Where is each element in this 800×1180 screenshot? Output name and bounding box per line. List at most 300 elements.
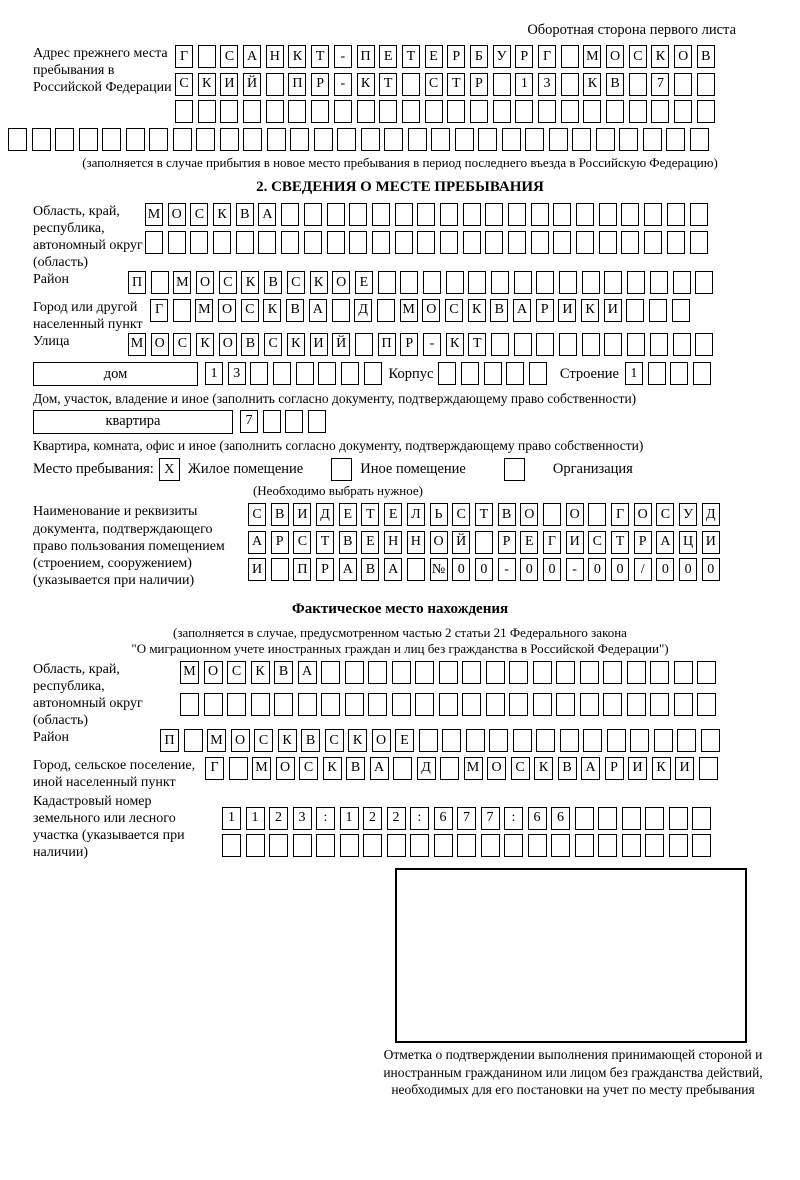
char-box: 0	[588, 558, 606, 581]
char-box: К	[581, 299, 599, 322]
char-box: С	[511, 757, 530, 780]
char-box: Е	[425, 45, 443, 68]
char-box	[379, 100, 397, 123]
char-box: 0	[452, 558, 470, 581]
char-box: С	[264, 333, 282, 356]
char-box	[442, 729, 461, 752]
char-box: Р	[634, 531, 652, 554]
char-box: К	[263, 299, 281, 322]
char-box: О	[204, 661, 223, 684]
char-box	[669, 834, 688, 857]
char-box	[677, 729, 696, 752]
char-box	[349, 203, 367, 226]
char-box	[643, 128, 662, 151]
char-box: У	[493, 45, 511, 68]
char-box	[622, 834, 641, 857]
char-box: А	[513, 299, 531, 322]
char-box	[627, 333, 645, 356]
char-box	[690, 128, 709, 151]
char-box: М	[583, 45, 601, 68]
char-box: 0	[702, 558, 720, 581]
char-box	[267, 128, 286, 151]
char-box: Й	[452, 531, 470, 554]
char-box	[281, 231, 299, 254]
char-box	[190, 231, 208, 254]
char-box	[296, 362, 314, 385]
char-box	[561, 100, 579, 123]
kadastr-label: Кадастровый номер земельного или лесного участка (указывается при наличии)	[33, 793, 185, 861]
char-box	[318, 362, 336, 385]
char-box	[650, 271, 668, 294]
char-box	[357, 100, 375, 123]
ulitsa-block	[8, 333, 792, 361]
char-box: 6	[434, 807, 453, 830]
oblast-block	[8, 203, 792, 271]
char-box	[462, 693, 481, 716]
char-box: -	[334, 45, 352, 68]
char-box	[491, 271, 509, 294]
char-box: С	[325, 729, 344, 752]
char-box: К	[213, 203, 231, 226]
mesto-block	[8, 458, 792, 481]
char-box: 0	[611, 558, 629, 581]
char-box: И	[604, 299, 622, 322]
char-box	[538, 100, 556, 123]
char-box	[349, 231, 367, 254]
char-box	[440, 231, 458, 254]
char-box	[697, 73, 715, 96]
char-box	[55, 128, 74, 151]
char-box	[220, 128, 239, 151]
char-box	[504, 834, 523, 857]
char-box: Т	[475, 503, 493, 526]
oblast-cells	[145, 203, 712, 258]
char-box: О	[196, 271, 214, 294]
char-box	[258, 231, 276, 254]
char-box	[674, 661, 693, 684]
char-box	[417, 203, 435, 226]
char-box: А	[248, 531, 266, 554]
char-box	[149, 128, 168, 151]
char-box	[463, 231, 481, 254]
char-box	[274, 693, 293, 716]
prev-address-block	[8, 45, 792, 128]
dom-block	[8, 362, 792, 390]
char-box	[697, 693, 716, 716]
char-box	[580, 693, 599, 716]
char-box: К	[278, 729, 297, 752]
char-box	[321, 693, 340, 716]
char-box: К	[287, 333, 305, 356]
char-box	[341, 362, 359, 385]
char-box: О	[606, 45, 624, 68]
char-box: И	[675, 757, 694, 780]
char-box	[648, 362, 666, 385]
char-box: Й	[243, 73, 261, 96]
char-box	[213, 231, 231, 254]
char-box	[650, 693, 669, 716]
fact-rayon-label: Район	[33, 730, 69, 746]
char-box	[434, 834, 453, 857]
char-box: С	[173, 333, 191, 356]
char-box: С	[227, 661, 246, 684]
char-box: П	[378, 333, 396, 356]
char-box: Г	[611, 503, 629, 526]
char-box	[393, 757, 412, 780]
prev-address-cells	[175, 45, 720, 128]
char-box: С	[190, 203, 208, 226]
char-box: В	[606, 73, 624, 96]
char-box: С	[219, 271, 237, 294]
mesto-option-inoe-label: Иное помещение	[360, 461, 466, 478]
char-box	[395, 203, 413, 226]
char-box: :	[504, 807, 523, 830]
char-box	[621, 231, 639, 254]
char-box: О	[566, 503, 584, 526]
page-side-note: Оборотная сторона первого листа	[527, 22, 736, 38]
char-box: И	[702, 531, 720, 554]
char-box	[560, 729, 579, 752]
char-box	[377, 299, 395, 322]
char-box: 7	[651, 73, 669, 96]
char-box	[372, 231, 390, 254]
char-box	[402, 73, 420, 96]
char-box: 1	[222, 807, 241, 830]
char-box	[269, 834, 288, 857]
prev-address-row-1	[175, 45, 720, 68]
char-box: Н	[266, 45, 284, 68]
char-box: 3	[293, 807, 312, 830]
char-box	[384, 128, 403, 151]
char-box: Ь	[430, 503, 448, 526]
char-box	[288, 100, 306, 123]
char-box	[304, 231, 322, 254]
char-box	[515, 100, 533, 123]
char-box	[308, 410, 326, 433]
char-box: О	[430, 531, 448, 554]
mesto-option-inoe-checkbox	[331, 458, 352, 481]
char-box	[582, 333, 600, 356]
char-box: А	[581, 757, 600, 780]
char-box	[395, 231, 413, 254]
prev-address-label: Адрес прежнего места пребывания в Российской Федерации	[33, 46, 172, 96]
char-box: Р	[605, 757, 624, 780]
char-box: В	[490, 299, 508, 322]
kadastr-row-1	[222, 807, 716, 830]
char-box	[243, 128, 262, 151]
char-box: 6	[551, 807, 570, 830]
mesto-option-zhiloe-label: Жилое помещение	[187, 461, 304, 478]
kvartira-block	[8, 410, 792, 438]
char-box: Е	[355, 271, 373, 294]
char-box: В	[697, 45, 715, 68]
char-box	[204, 693, 223, 716]
char-box: С	[293, 531, 311, 554]
char-box	[607, 729, 626, 752]
char-box	[439, 661, 458, 684]
char-box	[439, 693, 458, 716]
char-box: -	[566, 558, 584, 581]
ulitsa-row	[128, 333, 718, 356]
char-box	[419, 729, 438, 752]
char-box	[627, 271, 645, 294]
char-box	[184, 729, 203, 752]
char-box: О	[422, 299, 440, 322]
char-box: Р	[271, 531, 289, 554]
char-box	[486, 661, 505, 684]
char-box: Р	[311, 73, 329, 96]
char-box	[298, 693, 317, 716]
char-box	[415, 693, 434, 716]
rayon-block	[8, 271, 792, 299]
char-box: О	[231, 729, 250, 752]
char-box	[273, 362, 291, 385]
char-box: П	[288, 73, 306, 96]
char-box	[654, 729, 673, 752]
mesto-option-zhiloe-checkbox: X	[159, 458, 180, 481]
char-box	[549, 128, 568, 151]
fact-oblast-row-2	[180, 693, 721, 716]
char-box	[392, 693, 411, 716]
fact-rayon-row	[160, 729, 724, 752]
korpus-label: Корпус	[388, 366, 434, 383]
char-box	[629, 73, 647, 96]
char-box: А	[298, 661, 317, 684]
char-box: Н	[407, 531, 425, 554]
char-box	[533, 661, 552, 684]
char-box: В	[301, 729, 320, 752]
char-box	[475, 531, 493, 554]
char-box: 0	[656, 558, 674, 581]
char-box	[596, 128, 615, 151]
char-box: Д	[702, 503, 720, 526]
char-box: К	[310, 271, 328, 294]
stroenie-row	[625, 362, 716, 385]
char-box	[304, 203, 322, 226]
char-box: С	[287, 271, 305, 294]
char-box	[461, 362, 479, 385]
char-box	[690, 203, 708, 226]
char-box: В	[241, 333, 259, 356]
char-box	[561, 73, 579, 96]
char-box	[236, 231, 254, 254]
char-box	[491, 333, 509, 356]
char-box	[311, 100, 329, 123]
char-box	[556, 693, 575, 716]
char-box: О	[276, 757, 295, 780]
char-box	[387, 834, 406, 857]
oblast-row-1	[145, 203, 712, 226]
char-box	[588, 503, 606, 526]
char-box: В	[271, 503, 289, 526]
char-box	[478, 128, 497, 151]
section2-title: 2. СВЕДЕНИЯ О МЕСТЕ ПРЕБЫВАНИЯ	[256, 179, 544, 195]
char-box: И	[220, 73, 238, 96]
char-box: К	[241, 271, 259, 294]
doc-label: Наименование и реквизиты документа, подтверждающего право пользования помещением (строением, сооружением) (указывается при наличии)	[33, 504, 225, 588]
char-box	[455, 128, 474, 151]
char-box	[263, 410, 281, 433]
char-box: В	[236, 203, 254, 226]
char-box: Р	[316, 558, 334, 581]
char-box: Д	[316, 503, 334, 526]
char-box: Г	[538, 45, 556, 68]
char-box	[198, 100, 216, 123]
char-box	[666, 128, 685, 151]
char-box	[463, 203, 481, 226]
char-box	[651, 100, 669, 123]
char-box	[32, 128, 51, 151]
rayon-label: Район	[33, 272, 69, 288]
char-box	[281, 203, 299, 226]
fact-oblast-cells	[180, 661, 721, 721]
char-box	[701, 729, 720, 752]
char-box: М	[128, 333, 146, 356]
char-box: Т	[361, 503, 379, 526]
char-box	[670, 362, 688, 385]
char-box	[243, 100, 261, 123]
char-box	[556, 661, 575, 684]
char-box	[493, 73, 511, 96]
char-box	[621, 203, 639, 226]
char-box	[690, 231, 708, 254]
char-box	[644, 203, 662, 226]
char-box: -	[334, 73, 352, 96]
char-box	[551, 834, 570, 857]
char-box	[509, 661, 528, 684]
char-box: К	[652, 757, 671, 780]
char-box: В	[558, 757, 577, 780]
char-box: А	[339, 558, 357, 581]
char-box	[368, 661, 387, 684]
char-box: Ц	[679, 531, 697, 554]
char-box: -	[498, 558, 516, 581]
char-box: 7	[457, 807, 476, 830]
dom-note: Дом, участок, владение и иное (заполнить согласно документу, подтверждающему право собственности)	[33, 390, 637, 406]
stroenie-label: Строение	[559, 366, 619, 383]
char-box	[508, 203, 526, 226]
char-box	[364, 362, 382, 385]
char-box: 3	[538, 73, 556, 96]
char-box: Г	[175, 45, 193, 68]
char-box: 1	[515, 73, 533, 96]
char-box	[672, 299, 690, 322]
char-box: К	[323, 757, 342, 780]
char-box	[355, 333, 373, 356]
char-box	[446, 271, 464, 294]
char-box: 2	[387, 807, 406, 830]
char-box: А	[656, 531, 674, 554]
char-box: С	[445, 299, 463, 322]
char-box	[674, 693, 693, 716]
char-box	[576, 203, 594, 226]
char-box	[645, 807, 664, 830]
char-box: 2	[269, 807, 288, 830]
char-box: 0	[679, 558, 697, 581]
char-box	[604, 333, 622, 356]
char-box	[266, 73, 284, 96]
char-box: П	[293, 558, 311, 581]
char-box: М	[195, 299, 213, 322]
char-box	[327, 231, 345, 254]
char-box: М	[464, 757, 483, 780]
char-box: А	[370, 757, 389, 780]
oblast-row-2	[145, 231, 712, 254]
char-box: К	[251, 661, 270, 684]
char-box	[536, 271, 554, 294]
char-box: В	[274, 661, 293, 684]
dom-row	[205, 362, 387, 385]
mesto-option-org-checkbox	[504, 458, 525, 481]
char-box: 7	[240, 410, 258, 433]
char-box: М	[173, 271, 191, 294]
char-box: 1	[246, 807, 265, 830]
char-box	[321, 661, 340, 684]
char-box: 7	[481, 807, 500, 830]
fact-gorod-row	[205, 757, 722, 780]
char-box	[334, 100, 352, 123]
char-box: У	[679, 503, 697, 526]
char-box: М	[400, 299, 418, 322]
char-box	[645, 834, 664, 857]
char-box	[674, 100, 692, 123]
char-box	[290, 128, 309, 151]
char-box	[583, 100, 601, 123]
char-box: 1	[340, 807, 359, 830]
char-box	[673, 271, 691, 294]
char-box: А	[243, 45, 261, 68]
fact-note-line2: "О миграционном учете иностранных граждан и лиц без гражданства в Российской Федерации")	[131, 640, 669, 656]
char-box: О	[520, 503, 538, 526]
char-box	[337, 128, 356, 151]
mesto-label: Место пребывания:	[33, 461, 154, 478]
char-box: Р	[470, 73, 488, 96]
char-box: Т	[468, 333, 486, 356]
char-box: К	[357, 73, 375, 96]
char-box	[410, 834, 429, 857]
char-box: С	[656, 503, 674, 526]
char-box	[695, 333, 713, 356]
char-box	[8, 128, 27, 151]
char-box	[462, 661, 481, 684]
char-box	[598, 807, 617, 830]
char-box	[525, 128, 544, 151]
char-box	[502, 128, 521, 151]
char-box	[400, 271, 418, 294]
char-box: С	[241, 299, 259, 322]
doc-row-1	[248, 503, 724, 526]
kvartira-box-label: квартира	[33, 410, 233, 434]
char-box	[345, 661, 364, 684]
char-box: О	[674, 45, 692, 68]
char-box	[543, 503, 561, 526]
char-box	[198, 45, 216, 68]
char-box: О	[372, 729, 391, 752]
char-box: С	[248, 503, 266, 526]
char-box	[514, 333, 532, 356]
char-box	[457, 834, 476, 857]
char-box	[622, 807, 641, 830]
char-box	[603, 693, 622, 716]
char-box: И	[248, 558, 266, 581]
char-box	[316, 834, 335, 857]
char-box: С	[425, 73, 443, 96]
char-box: А	[384, 558, 402, 581]
char-box	[250, 362, 268, 385]
char-box	[531, 203, 549, 226]
char-box	[79, 128, 98, 151]
prev-address-overflow-row	[8, 128, 792, 151]
